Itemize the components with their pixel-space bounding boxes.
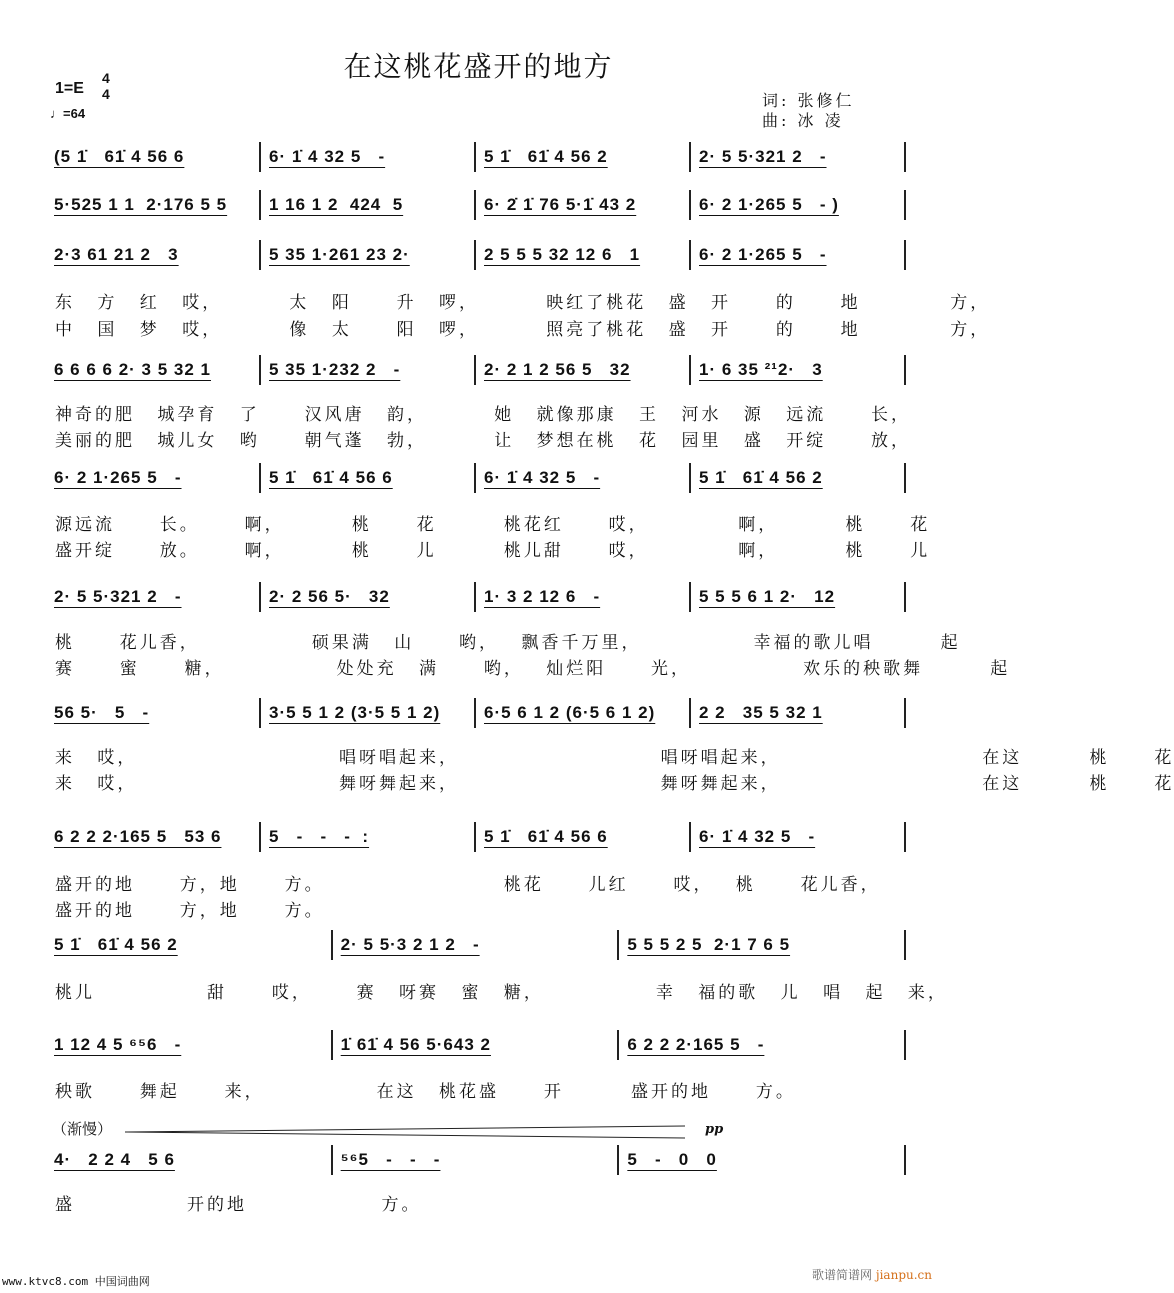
measure: 5 5 5 2 5 2·1 7 6 5: [619, 930, 906, 960]
score-row: [50, 822, 906, 852]
score-row: [50, 1030, 906, 1060]
watermark-cn: 歌谱简谱网: [812, 1268, 873, 1282]
measure: 5 35 1·232 2 -: [261, 355, 476, 385]
measure: 2 2 35 5 32 1: [691, 698, 906, 728]
measure: 6 6 6 6 2· 3 5 32 1: [50, 355, 261, 385]
watermark: [812, 1266, 932, 1283]
lyric-line: 源远流 长。 啊， 桃 花 桃花红 哎， 啊， 桃 花: [55, 515, 931, 535]
measure: 6 2 2 2·165 5 -: [619, 1030, 906, 1060]
measure: 5 1̇ 61̇ 4 56 6: [261, 463, 476, 493]
measure: 5·525 1 1 2·176 5 5: [50, 190, 261, 220]
measure: 6· 2̇ 1̇ 76 5·1̇ 43 2: [476, 190, 691, 220]
lyric-line: 中 国 梦 哎， 像 太 阳 啰， 照亮了桃花 盛 开 的 地 方，: [55, 320, 991, 340]
measure: 1 16 1 2 424 5: [261, 190, 476, 220]
lyric-line: 来 哎， 唱呀唱起来， 唱呀唱起来， 在这 桃 花: [55, 748, 1174, 768]
measure: 6· 1̇ 4 32 5 -: [476, 463, 691, 493]
measure: 1̇ 61̇ 4 56 5·643 2: [333, 1030, 620, 1060]
measure: 5 1̇ 61̇ 4 56 2: [691, 463, 906, 493]
measure: 2 5 5 5 32 12 6 1: [476, 240, 691, 270]
measure: 2· 5 5·3 2 1 2 -: [333, 930, 620, 960]
lyric-line: 美丽的肥 城儿女 哟 朝气蓬 勃， 让 梦想在桃 花 园里 盛 开绽 放，: [55, 431, 912, 451]
measure: 5 5 5 6 1 2· 12: [691, 582, 906, 612]
lyric-line: 赛 蜜 糖， 处处充 满 哟， 灿烂阳 光， 欢乐的秧歌舞 起: [55, 659, 1011, 679]
lyric-line: 盛 开的地 方。: [55, 1195, 422, 1215]
lyric-line: 东 方 红 哎， 太 阳 升 啰， 映红了桃花 盛 开 的 地 方，: [55, 293, 991, 313]
score-row: [50, 190, 906, 220]
lyric-line: 秧歌 舞起 来， 在这 桃花盛 开 盛开的地 方。: [55, 1082, 796, 1102]
measure: 1· 3 2 12 6 -: [476, 582, 691, 612]
score-row: [50, 463, 906, 493]
measure: 2·3 61 21 2 3: [50, 240, 261, 270]
score-row: [50, 1145, 906, 1175]
dynamic-pp: pp: [705, 1122, 724, 1137]
lyric-line: 桃 花儿香， 硕果满 山 哟， 飘香千万里， 幸福的歌儿唱 起: [55, 633, 961, 653]
score-row: [50, 698, 906, 728]
ritardando-mark: （渐慢）: [52, 1120, 113, 1138]
lyric-line: 神奇的肥 城孕育 了 汉风唐 韵， 她 就像那康 王 河水 源 远流 长，: [55, 405, 912, 425]
score-row: [50, 582, 906, 612]
measure: 5 35 1·261 23 2·: [261, 240, 476, 270]
measure: 5 - - - :: [261, 822, 476, 852]
lyric-line: 来 哎， 舞呀舞起来， 舞呀舞起来， 在这 桃 花: [55, 774, 1174, 794]
measure: 1· 6 35 ²¹2· 3: [691, 355, 906, 385]
measure: 6· 2 1·265 5 - ): [691, 190, 906, 220]
lyric-line: 桃儿 甜 哎， 赛 呀赛 蜜 糖， 幸 福的歌 儿 唱 起 来，: [55, 983, 948, 1003]
time-bottom: 4: [102, 86, 110, 102]
measure: 6 2 2 2·165 5 53 6: [50, 822, 261, 852]
measure: (5 1̇ 61̇ 4 56 6: [50, 142, 261, 172]
composer: 曲: 冰 凌: [762, 111, 844, 130]
measure: 56 5· 5 -: [50, 698, 261, 728]
score-row: [50, 142, 906, 172]
song-title: 在这桃花盛开的地方: [343, 50, 614, 83]
measure: 2· 5 5·321 2 -: [691, 142, 906, 172]
measure: 5 - 0 0: [619, 1145, 906, 1175]
measure: ⁵⁶5 - - -: [333, 1145, 620, 1175]
measure: 5 1̇ 61̇ 4 56 6: [476, 822, 691, 852]
score-row: [50, 355, 906, 385]
lyric-line: 盛开的地 方，地 方。: [55, 901, 325, 921]
measure: 6· 2 1·265 5 -: [691, 240, 906, 270]
measure: 6· 1̇ 4 32 5 -: [261, 142, 476, 172]
tempo-marking: ♩=64: [50, 106, 86, 121]
measure: 2· 2 1 2 56 5 32: [476, 355, 691, 385]
measure: 6· 2 1·265 5 -: [50, 463, 261, 493]
measure: 3·5 5 1 2 (3·5 5 1 2): [261, 698, 476, 728]
key-signature: 1=E: [55, 80, 84, 97]
decrescendo-hairpin: [125, 1126, 685, 1138]
time-top: 4: [102, 70, 110, 86]
lyricist: 词: 张修仁: [762, 91, 855, 110]
lyric-line: 盛开绽 放。 啊， 桃 儿 桃儿甜 哎， 啊， 桃 儿: [55, 541, 931, 561]
measure: 5 1̇ 61̇ 4 56 2: [476, 142, 691, 172]
measure: 5 1̇ 61̇ 4 56 2: [50, 930, 333, 960]
time-signature: [102, 70, 110, 102]
measure: 2· 5 5·321 2 -: [50, 582, 261, 612]
measure: 4· 2 2 4 5 6: [50, 1145, 333, 1175]
measure: 2· 2 56 5· 32: [261, 582, 476, 612]
measure: 6·5 6 1 2 (6·5 6 1 2): [476, 698, 691, 728]
score-row: [50, 930, 906, 960]
score-row: [50, 240, 906, 270]
measure: 6· 1̇ 4 32 5 -: [691, 822, 906, 852]
measure: 1 12 4 5 ⁶⁵6 -: [50, 1030, 333, 1060]
footer-left: www.ktvc8.com 中国词曲网: [2, 1275, 150, 1288]
lyric-line: 盛开的地 方，地 方。 桃花 儿红 哎， 桃 花儿香，: [55, 875, 881, 895]
watermark-en: jianpu.cn: [875, 1268, 932, 1282]
